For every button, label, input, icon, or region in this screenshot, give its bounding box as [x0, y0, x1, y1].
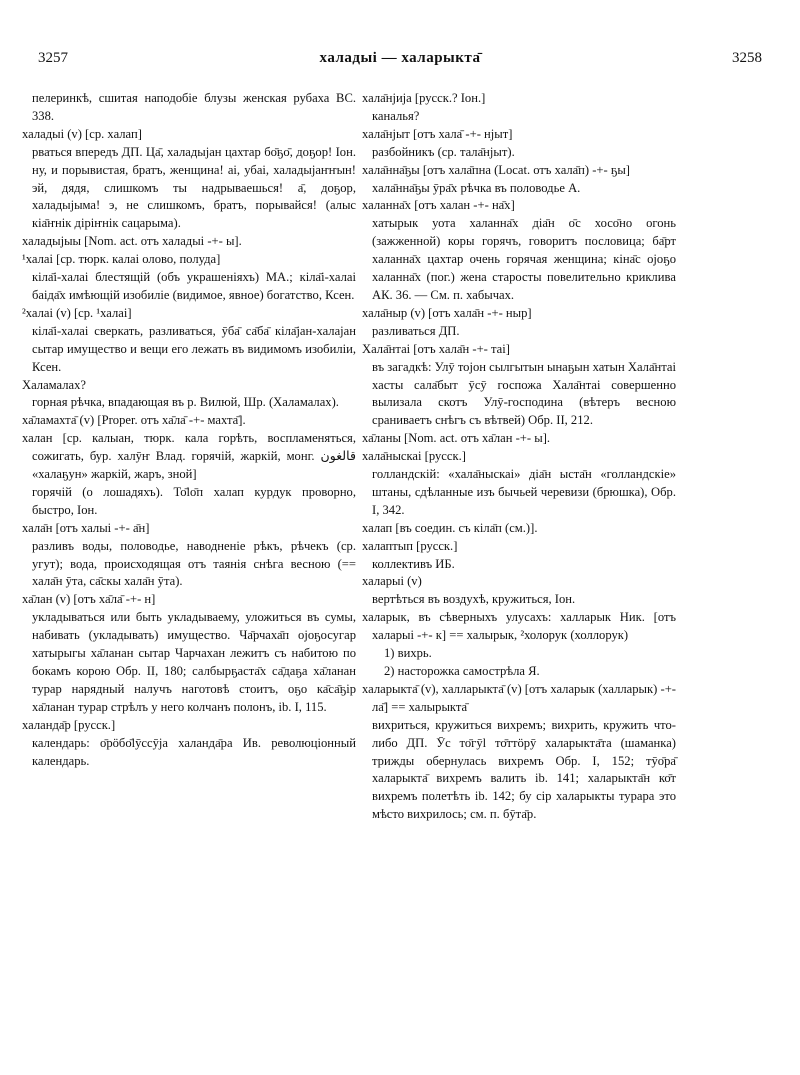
- entry-text: разбойникъ (ср. тала̄нјыт).: [372, 144, 515, 159]
- entry-headword: халарык, въ сѣверныхъ улусахъ: халларык Ник. [отъ халарыі -+- к] == халырык, ²холорук (холлорук): [362, 610, 676, 643]
- page-header: [38, 50, 762, 74]
- entry-headword: Халамалах?: [22, 377, 87, 392]
- entry-text: 1) вихрь.: [384, 646, 432, 661]
- entry-headword: хала̄ныр (v) [отъ хала̄н -+- ныр]: [362, 305, 532, 320]
- right-column: [362, 90, 676, 824]
- entry-text: горячій (о лошадяхъ). То̄lо̄п халап курдук проворно, быстро, Іон.: [32, 484, 356, 517]
- entry-headword: хала̄ныскаі [русск.]: [362, 449, 466, 464]
- entry-text: вихриться, кружиться вихремъ; вихрить, кружить что-либо ДП. Ӯс то̄гӯl то̄ттӧрӯ халарыкта̄та (шаманка) трижды обернулась вихремъ Обр. I, 152; тӯо̄ра̄ халарыкта̄ вихремъ валить ib. 141; халарыкта̄н ко̄т вихремъ полетѣть ib. 142; бу сір халарыкты турара это мѣсто вихрилось; см. п. бӯта̄р.: [372, 717, 676, 822]
- entry-text: въ загадкѣ: Улӯ тојон сылгытын ынаҕын хатын Хала̄нтаі хасты сала̄быт ӯсӯ госпожа Хала̄нтаі совершенно вылизала скотъ Улӯ-господина (вѣтеръ весною сраниваетъ снѣгъ съ вѣтвей) Обр. II, 212.: [372, 359, 677, 428]
- entry-headword: хала̄нјыт [отъ хала̄ -+- нјыт]: [362, 126, 513, 141]
- entry-headword: халарыкта̄ (v), халларыкта̄ (v) [отъ халарык (халларык) -+- ла̄] == халырыкта̄: [362, 681, 676, 714]
- entry-headword: ²халаі (v) [ср. ¹халаі]: [22, 305, 132, 320]
- entry-text: коллективъ ИБ.: [372, 556, 455, 571]
- entry-headword: халадыі (v) [ср. халап]: [22, 126, 142, 141]
- page-number-left: 3257: [38, 50, 68, 66]
- entry-text: разливъ воды, половодье, наводненіе рѣкъ, рѣчекъ (ср. угут); вода, происходящая отъ таянія снѣга весною (== хала̄н ӯта, са̄скы хала̄н ӯта).: [32, 538, 356, 589]
- entry-text: кіла̄і-халаі блестящій (объ украшеніяхъ) МА.; кіла̄і-халаі баіда̄х имѣющій изобиліе (видимое, явное) богатство, Ксен.: [32, 270, 356, 302]
- entry-headword: халан [ср. калыан, тюрк. кала горѣть, воспламеняться, сожигать, бур. халӯҥ Влад. горячій, жаркій, монг. قالغون «халаҕун» жаркій, жаръ, зной]: [22, 431, 356, 482]
- entry-text: хала̄нна̄ҕы ӯра̄х рѣчка въ половодье А.: [372, 180, 581, 195]
- entry-headword: халадыјыы [Nom. act. отъ халадыі -+- ы].: [22, 234, 242, 249]
- entry-headword: халарыі (v): [362, 574, 422, 589]
- entry-headword: хала̄нјија [русск.? Іон.]: [362, 91, 486, 105]
- entry-text: хатырык уота халанна̄х діа̄н о̄с хосо̄но огонь (зажженной) коры горячъ, говоритъ пословица; ба̄рт халанна̄х цахтар очень горячая женщина; кіна̄с ојоҕо халанна̄х (пог.) жена старосты повелительно крикливa АК. 36. — См. п. хабычах.: [372, 216, 676, 302]
- running-title: халадыі — халарыкта̄: [319, 50, 481, 66]
- entry-text: кіла̄і-халаі сверкать, разливаться, ӯба̄ са̄ба̄ кіла̄јан-халајан сытар имущество и вещи его лежать въ видимомъ изобиліи, Ксен.: [32, 323, 356, 374]
- entry-headword: ха̄ланы [Nom. act. отъ ха̄лан -+- ы].: [362, 431, 551, 446]
- entry-headword: халаптып [русск.]: [362, 538, 458, 553]
- entry-text: разливаться ДП.: [372, 323, 460, 338]
- entry-text: календарь: о̄рӧбо̄lӯссӯја халанда̄ра Ив. революціонный календарь.: [32, 735, 356, 768]
- entry-text: голландскій: «хала̄ныскаі» діа̄н ыста̄н «голландскіе» штаны, сдѣланные изъ бычьей черевизи (брюшка), Обр. I, 342.: [372, 467, 676, 517]
- entry-headword: халанда̄р [русск.]: [22, 717, 116, 732]
- entry-text: горная рѣчка, впадающая въ р. Вилюй, Шр. (Халамалах).: [32, 395, 339, 410]
- entry-headword: ха̄ламахта̄ (v) [Proper. отъ ха̄ла̄ -+- махта̄].: [22, 413, 246, 428]
- entry-text: укладываться или быть укладываему, уложиться въ сумы, набивать (укладывать) имущество. Ча̄рчаха̄п ојоҕосугар хатырыгы ха̄ланан сытар Чарчахан лежитъ съ набитою по бокамъ корою Обр. II, 180; салбырҕаста̄х са̄даҕа ха̄ланан турар нарядный налучъ наготовѣ стоитъ, оҕо ка̄са̄ҕір ха̄ланан турар стрѣлъ у него колчанъ полонъ, ib. I, 115.: [32, 610, 356, 714]
- entry-headword: Хала̄нтаі [отъ хала̄н -+- таі]: [362, 341, 510, 356]
- entry-headword: ¹халаі [ср. тюрк. калаі олово, полуда]: [22, 252, 221, 267]
- left-column: [22, 90, 356, 770]
- entry-headword: хала̄нна̄ҕы [отъ хала̄пна (Locat. отъ хала̄п) -+- ҕы]: [362, 162, 630, 177]
- entry-text: пелеринкѣ, сшитая наподобіе блузы женская рубаха ВС. 338.: [32, 91, 356, 123]
- entry-text: вертѣться въ воздухѣ, кружиться, Іон.: [372, 592, 576, 607]
- entry-text: каналья?: [372, 108, 420, 123]
- entry-headword: халап [въ соедин. съ кіла̄п (см.)].: [362, 520, 538, 535]
- entry-text: 2) насторожка самострѣла Я.: [384, 664, 540, 678]
- entry-headword: ха̄лан (v) [отъ ха̄ла̄ -+- н]: [22, 592, 156, 607]
- page-number-right: 3258: [732, 50, 762, 66]
- entry-headword: хала̄н [отъ халыі -+- а̄н]: [22, 520, 150, 535]
- entry-text: рваться впередъ ДП. Ца̄, халадыјан цахтар бо̄ҕо̄, доҕор! Іон. ну, и порывистая, братъ, женщина! аі, убаі, халадыјаҥҥын! эй, дядя, слишкомъ ты надрываешься! а̄, доҕор, халадыјыма! э, не слишкомъ, братъ, порывайся! (алыс кіа̄ҥнік діріҥнік сацарыма).: [32, 144, 356, 231]
- entry-headword: халанна̄х [отъ халан -+- на̄х]: [362, 198, 515, 213]
